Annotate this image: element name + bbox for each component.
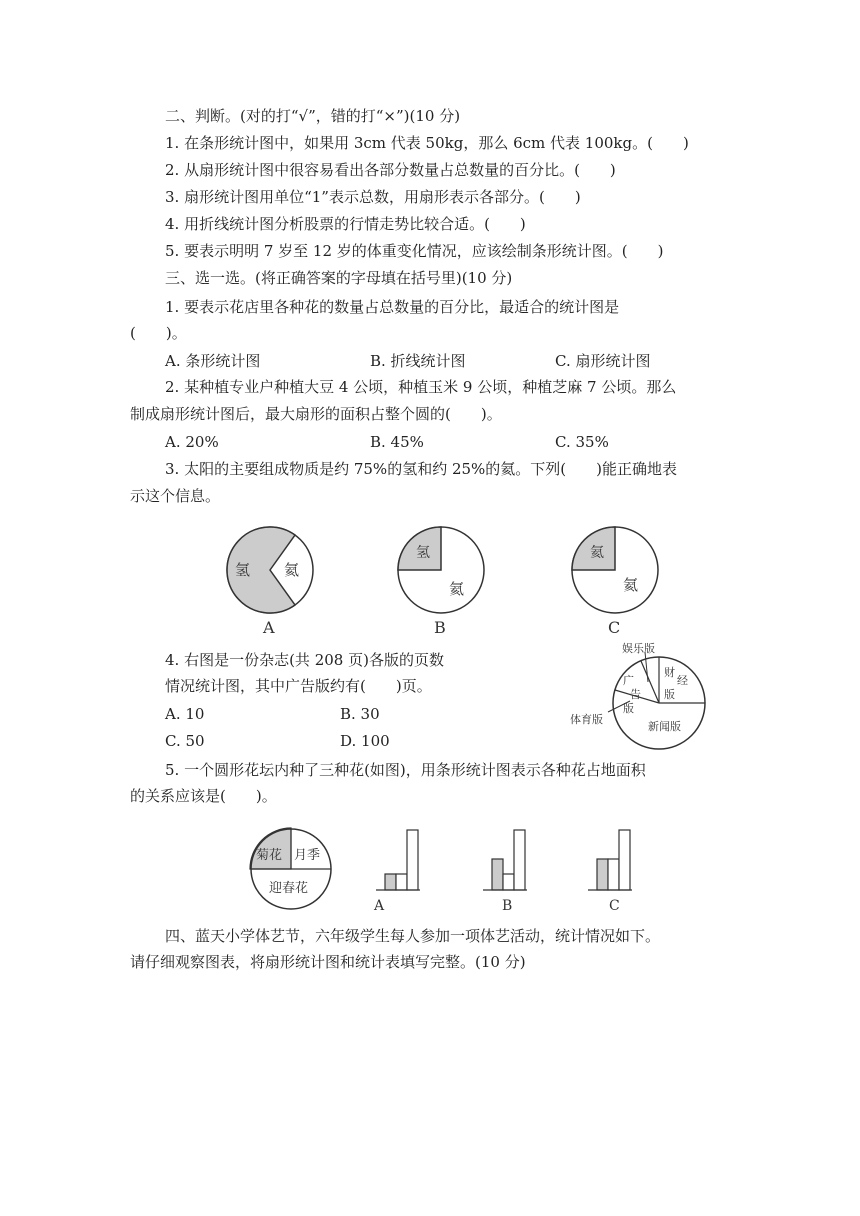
section4-line2: 请仔细观察图表，将扇形统计图和统计表填写完整。(10 分) xyxy=(130,953,526,971)
q3-pie-b xyxy=(397,526,487,636)
q5-label-chrysanthemum: 菊花 xyxy=(256,848,283,863)
q3-pie-a-he-label: 氦 xyxy=(284,561,300,579)
q3-pie-b-h-label: 氢 xyxy=(416,545,430,561)
section3-q1-option-a: A. 条形统计图 xyxy=(165,352,261,370)
q4-label-news: 新闻版 xyxy=(648,720,681,733)
q4-label-entertainment: 娱乐版 xyxy=(622,642,655,655)
section3-q3-line2: 示这个信息。 xyxy=(130,487,221,505)
section3-q3-line1: 3. 太阳的主要组成物质是约 75%的氢和约 25%的氦。下列( )能正确地表 xyxy=(165,460,678,478)
q4-magazine-pie xyxy=(560,638,710,750)
q5-flowerbed-pie xyxy=(250,828,332,910)
section3-q4-line1: 4. 右图是一份杂志(共 208 页)各版的页数 xyxy=(165,651,444,669)
q5-b-bar-1 xyxy=(492,859,503,890)
q4-label-finance-3: 版 xyxy=(664,688,675,701)
section3-q4-option-a: A. 10 xyxy=(165,705,205,723)
q4-label-sports: 体育版 xyxy=(570,713,603,726)
section2-q4: 4. 用折线统计图分析股票的行情走势比较合适。( ) xyxy=(165,215,526,233)
section3-title: 三、选一选。(将正确答案的字母填在括号里)(10 分) xyxy=(165,269,513,287)
q5-a-bar-1 xyxy=(385,874,396,890)
section3-q5-line1: 5. 一个圆形花坛内种了三种花(如图)，用条形统计图表示各种花占地面积 xyxy=(165,761,646,779)
q3-pie-c-h-label: 氦 xyxy=(590,545,604,561)
section3-q1-line2: ( )。 xyxy=(130,324,187,342)
q4-label-finance-1: 财 xyxy=(664,666,675,679)
q5-c-bar-2 xyxy=(608,859,619,890)
q5-b-bar-2 xyxy=(503,874,514,890)
q5-bar-chart-a xyxy=(372,828,422,914)
q4-label-ads-3: 版 xyxy=(623,702,634,715)
q5-label-jasmine: 迎春花 xyxy=(269,881,309,896)
section4-line1: 四、蓝天小学体艺节，六年级学生每人参加一项体艺活动，统计情况如下。 xyxy=(165,927,661,945)
q3-pie-b-he-label: 氦 xyxy=(449,580,465,598)
section3-q2-line2: 制成扇形统计图后，最大扇形的面积占整个圆的( )。 xyxy=(130,405,502,423)
q3-pie-c xyxy=(571,526,661,636)
q5-b-bar-3 xyxy=(514,830,525,890)
section3-q4-line2: 情况统计图，其中广告版约有( )页。 xyxy=(165,677,432,695)
section3-q2-option-b: B. 45% xyxy=(370,433,424,451)
q5-a-letter: A xyxy=(374,898,385,914)
section3-q1-option-c: C. 扇形统计图 xyxy=(555,352,651,370)
section3-q5-line2: 的关系应该是( )。 xyxy=(130,787,277,805)
section2-q5: 5. 要表示明明 7 岁至 12 岁的体重变化情况，应该绘制条形统计图。( ) xyxy=(165,242,664,260)
q5-bar-chart-b xyxy=(479,828,529,914)
section3-q4-option-c: C. 50 xyxy=(165,732,205,750)
section3-q2-option-c: C. 35% xyxy=(555,433,609,451)
section2-title: 二、判断。(对的打“√”，错的打“×”)(10 分) xyxy=(165,107,461,125)
q3-pie-c-letter: C xyxy=(608,618,621,637)
q4-label-ads-2: 告 xyxy=(630,688,641,701)
section2-q1: 1. 在条形统计图中，如果用 3cm 代表 50kg，那么 6cm 代表 100kg。( ) xyxy=(165,134,689,152)
q4-label-finance-2: 经 xyxy=(677,674,688,687)
q5-label-rose: 月季 xyxy=(294,848,321,863)
q3-pie-b-letter: B xyxy=(434,618,446,637)
section3-q2-line1: 2. 某种植专业户种植大豆 4 公顷，种植玉米 9 公顷，种植芝麻 7 公顷。那么 xyxy=(165,378,677,396)
section3-q2-option-a: A. 20% xyxy=(165,433,219,451)
q5-bar-chart-c xyxy=(584,828,634,914)
q3-pie-a-letter: A xyxy=(263,618,275,637)
section3-q4-option-d: D. 100 xyxy=(340,732,390,750)
q3-pie-a-h-label: 氢 xyxy=(235,561,251,579)
q5-c-bar-3 xyxy=(619,830,630,890)
q3-pie-a xyxy=(226,526,316,636)
section3-q1-line1: 1. 要表示花店里各种花的数量占总数量的百分比，最适合的统计图是 xyxy=(165,298,620,316)
section2-q3: 3. 扇形统计图用单位“1”表示总数，用扇形表示各部分。( ) xyxy=(165,188,581,206)
section3-q1-option-b: B. 折线统计图 xyxy=(370,352,466,370)
q5-b-letter: B xyxy=(502,898,513,914)
section3-q4-option-b: B. 30 xyxy=(340,705,380,723)
q5-a-bar-3 xyxy=(407,830,418,890)
q5-c-bar-1 xyxy=(597,859,608,890)
q5-a-bar-2 xyxy=(396,874,407,890)
section2-q2: 2. 从扇形统计图中很容易看出各部分数量占总数量的百分比。( ) xyxy=(165,161,616,179)
q4-label-ads-1: 广 xyxy=(623,674,634,687)
q3-pie-c-he-label: 氦 xyxy=(623,576,639,594)
q5-c-letter: C xyxy=(609,898,620,914)
